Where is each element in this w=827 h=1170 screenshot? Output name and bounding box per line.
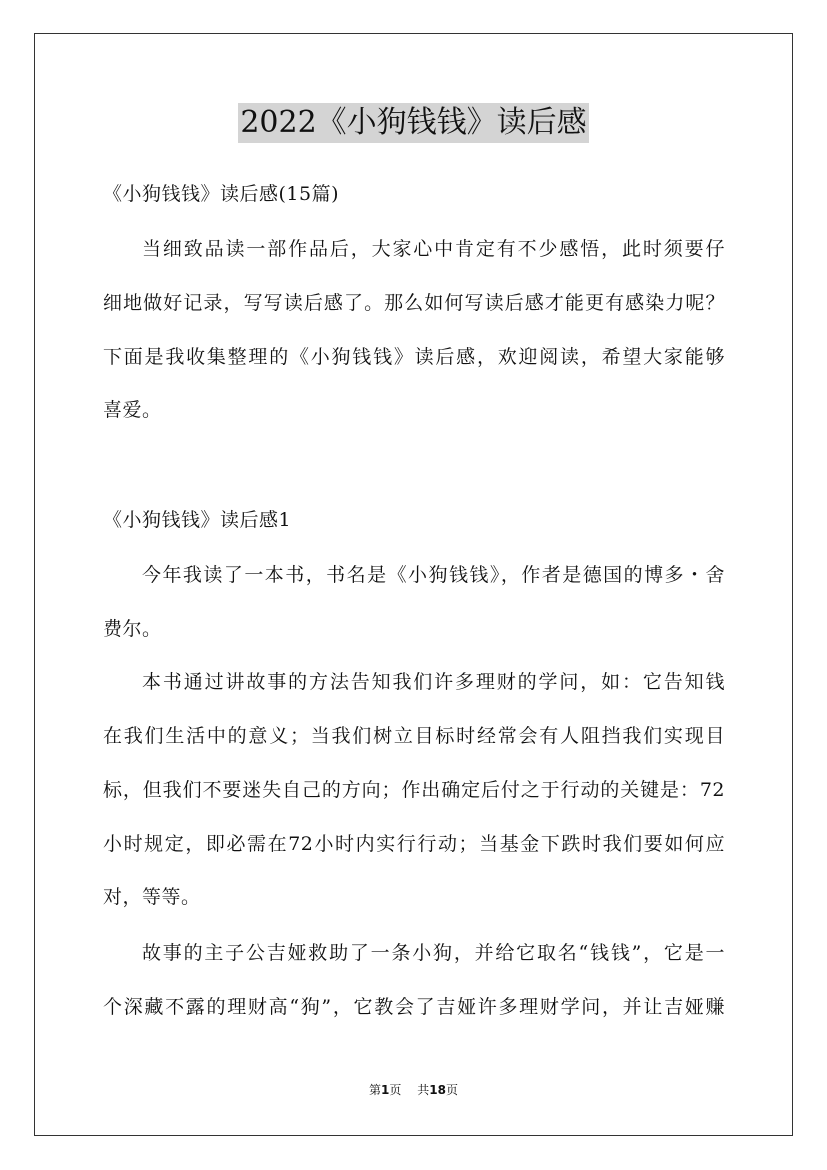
page-number: 1 <box>381 1083 390 1097</box>
para1-line-2: 费尔。 <box>103 618 162 640</box>
para2-line-1: 本书通过讲故事的方法告知我们许多理财的学问，如：它告知钱 <box>142 671 725 693</box>
page-indicator <box>369 1083 401 1097</box>
para3-line-2: 个深藏不露的理财高“狗”，它教会了吉娅许多理财学问，并让吉娅赚 <box>103 996 725 1018</box>
intro-line-3: 下面是我收集整理的《小狗钱钱》读后感，欢迎阅读，希望大家能够 <box>103 346 725 368</box>
para2-line-5: 对，等等。 <box>103 886 201 908</box>
intro-line-4: 喜爱。 <box>103 399 162 421</box>
para3-line-1: 故事的主子公吉娅救助了一条小狗，并给它取名“钱钱”，它是一 <box>142 942 725 964</box>
para2-line-4: 小时规定，即必需在72小时内实行行动；当基金下跌时我们要如何应 <box>103 833 725 855</box>
intro-line-1: 当细致品读一部作品后，大家心中肯定有不少感悟，此时须要仔 <box>142 238 725 260</box>
total-pages: 18 <box>429 1083 446 1097</box>
page-label-suffix: 页 <box>389 1083 402 1097</box>
total-indicator <box>417 1083 458 1097</box>
para1-line-1: 今年我读了一本书，书名是《小狗钱钱》，作者是德国的博多・舍 <box>142 564 725 586</box>
para2-line-2: 在我们生活中的意义；当我们树立目标时经常会有人阻挡我们实现目 <box>103 725 725 747</box>
total-label-suffix: 页 <box>445 1083 458 1097</box>
document-title: 2022《小狗钱钱》读后感 <box>238 103 588 143</box>
title-wrap <box>0 103 827 143</box>
para2-line-3: 标，但我们不要迷失自己的方向；作出确定后付之于行动的关键是：72 <box>103 779 725 801</box>
total-label-prefix: 共 <box>417 1083 430 1097</box>
section-heading: 《小狗钱钱》读后感1 <box>103 509 292 531</box>
page-label-prefix: 第 <box>369 1083 382 1097</box>
page-footer <box>0 1082 827 1098</box>
document-subtitle: 《小狗钱钱》读后感(15篇) <box>103 183 340 205</box>
intro-line-2: 细地做好记录，写写读后感了。那么如何写读后感才能更有感染力呢？ <box>103 292 725 314</box>
